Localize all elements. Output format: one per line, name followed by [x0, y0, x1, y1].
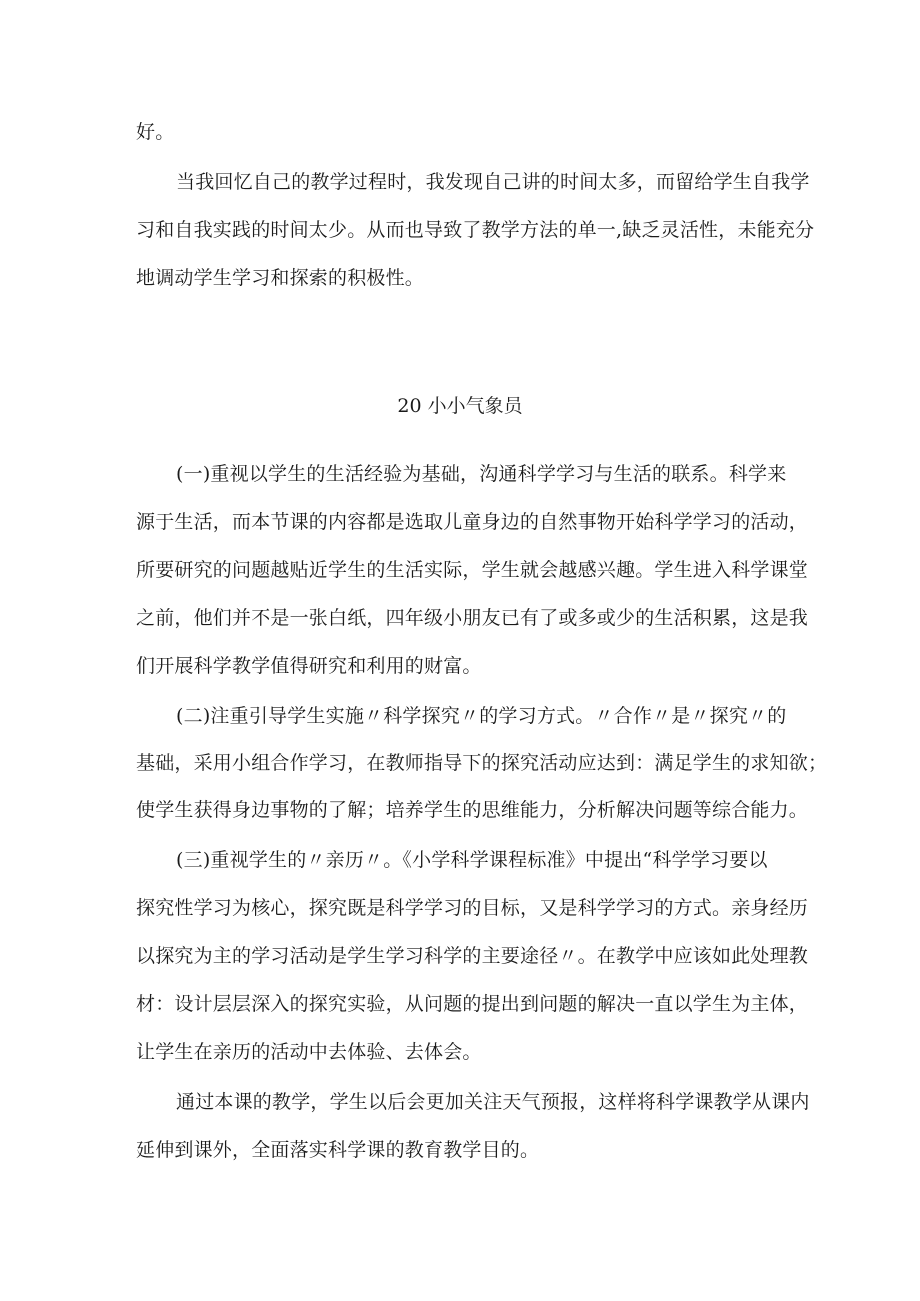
para1-line-2: 源于生活，而本节课的内容都是选取儿童身边的自然事物开始科学学习的活动， [136, 511, 809, 533]
para2-line-1: (二)注重引导学生实施〃科学探究〃的学习方式。〃合作〃是〃探究〃的 [176, 705, 787, 727]
intro-line-4: 地调动学生学习和探索的积极性。 [136, 267, 425, 289]
para1-line-3: 所要研究的问题越贴近学生的生活实际，学生就会越感兴趣。学生进入科学课堂 [136, 559, 809, 581]
para3-line-3: 以探究为主的学习活动是学生学习科学的主要途径〃。在教学中应该如此处理教 [136, 945, 809, 967]
para4-line-1: 通过本课的教学，学生以后会更加关注天气预报，这样将科学课教学从课内 [176, 1091, 810, 1113]
para3-line-4: 材：设计层层深入的探究实验，从问题的提出到问题的解决一直以学生为主体， [136, 993, 809, 1015]
para1-line-4: 之前，他们并不是一张白纸，四年级小朋友已有了或多或少的生活积累，这是我 [136, 607, 809, 629]
para2-line-2: 基础，采用小组合作学习，在教师指导下的探究活动应达到：满足学生的求知欲； [136, 752, 828, 774]
section-title: 20 小小气象员 [397, 395, 523, 417]
intro-line-2: 当我回忆自己的教学过程时，我发现自己讲的时间太多，而留给学生自我学 [176, 171, 810, 193]
para4-line-2: 延伸到课外，全面落实科学课的教育教学目的。 [136, 1139, 540, 1161]
para3-line-1: (三)重视学生的〃亲历〃。《小学科学课程标准》中提出“科学学习要以 [176, 849, 768, 871]
intro-line-3: 习和自我实践的时间太少。从而也导致了教学方法的单一,缺乏灵活性，未能充分 [136, 219, 815, 241]
para1-line-5: 们开展科学教学值得研究和利用的财富。 [136, 655, 482, 677]
intro-line-1: 好。 [136, 121, 175, 143]
para1-line-1: (一)重视以学生的生活经验为基础，沟通科学学习与生活的联系。科学来 [176, 463, 787, 485]
para3-line-2: 探究性学习为核心，探究既是科学学习的目标，又是科学学习的方式。亲身经历 [136, 897, 809, 919]
para2-line-3: 使学生获得身边事物的了解；培养学生的思维能力，分析解决问题等综合能力。 [136, 799, 809, 821]
para3-line-5: 让学生在亲历的活动中去体验、去体会。 [136, 1041, 482, 1063]
